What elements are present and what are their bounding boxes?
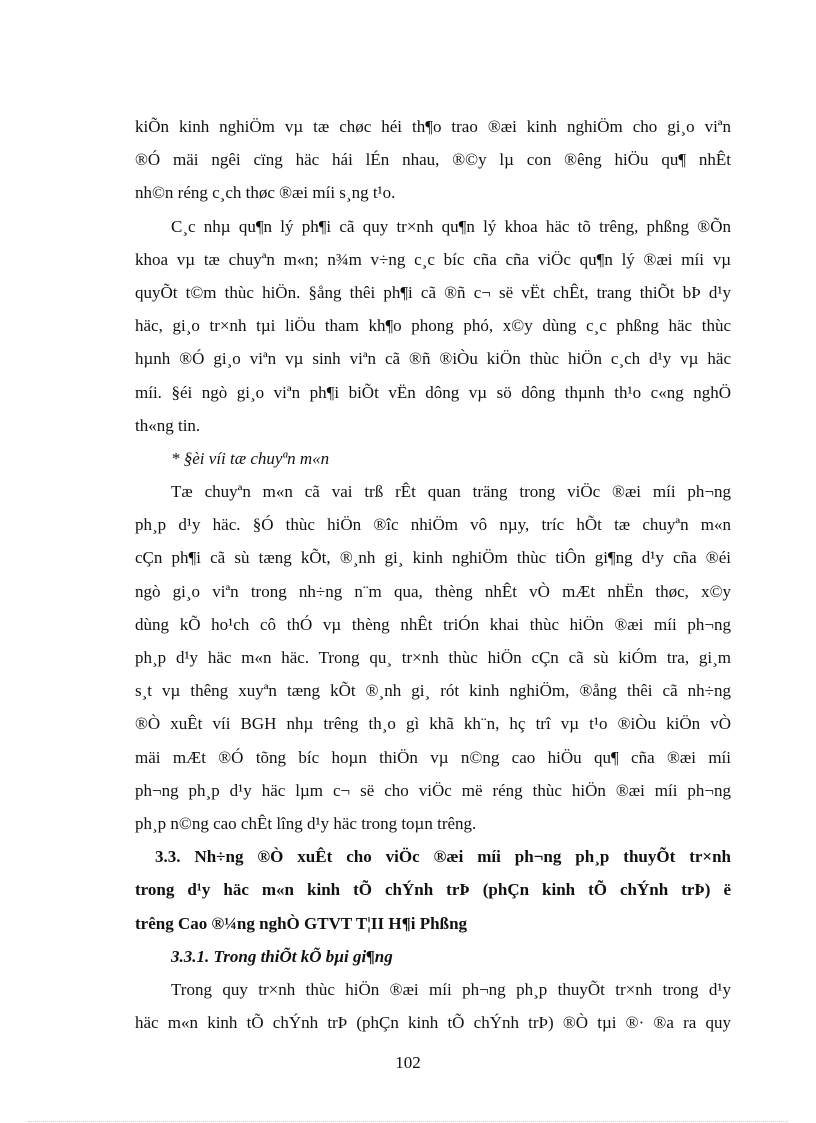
text-line: ph¸p n©ng cao chÊt lîng d¹y häc trong toµn trêng. <box>135 813 477 833</box>
text-line: ph¸p d¹y häc m«n häc. Trong qu¸ tr×nh thùc hiÖn cÇn cã sù kiÓm tra, gi¸m <box>135 648 731 667</box>
text-line: ph¬ng ph¸p d¹y häc lµm c¬ së cho viÖc më réng thùc hiÖn ®æi míi ph¬ng <box>135 780 731 800</box>
text-line: nh©n réng c¸ch thøc ®æi míi s¸ng t¹o. <box>135 183 396 203</box>
text-line: cÇn ph¶i cã sù tæng kÕt, ®¸nh gi¸ kinh nghiÖm thùc tiÔn gi¶ng d¹y cña ®éi <box>135 548 731 568</box>
page-bottom-divider <box>28 1121 788 1122</box>
text-line: mäi mÆt ®Ó tõng bíc hoµn thiÖn vµ n©ng cao hiÖu qu¶ cña ®æi míi <box>135 747 731 767</box>
text-line: häc, gi¸o tr×nh tµi liÖu tham kh¶o phong phó, x©y dùng c¸c phßng häc thùc <box>135 316 731 336</box>
section-heading-3-3: trêng Cao ®¼ng nghÒ GTVT T¦II H¶i Phßng <box>135 913 468 933</box>
text-line: th«ng tin. <box>135 415 201 435</box>
text-line: khoa vµ tæ chuyªn m«n; n¾m v÷ng c¸c bíc cña cña viÖc qu¶n lý ®æi míi vµ <box>135 249 731 269</box>
subsection-heading-3-3-1: 3.3.1. Trong thiÕt kÕ bµi gi¶ng <box>171 946 393 966</box>
body-text <box>135 110 731 1039</box>
text-line: hµnh ®Ó gi¸o viªn vµ sinh viªn cã ®ñ ®iÒu kiÖn thùc hiÖn c¸ch d¹y vµ häc <box>135 349 731 369</box>
text-line: ®Ò xuÊt víi BGH nhµ trêng th¸o gì khã kh¨n, hç trî vµ t¹o ®iÒu kiÖn vÒ <box>135 714 731 734</box>
text-line: ®Ó mäi ngêi cïng häc hái lÉn nhau, ®©y lµ con ®êng hiÖu qu¶ nhÊt <box>135 150 731 170</box>
text-line: ngò gi¸o viªn trong nh÷ng n¨m qua, thèng nhÊt vÒ mÆt nhËn thøc, x©y <box>135 581 731 601</box>
text-line: míi. §éi ngò gi¸o viªn ph¶i biÕt vËn dông vµ sö dông thµnh th¹o c«ng nghÖ <box>135 382 731 402</box>
text-line: ph¸p d¹y häc. §Ó thùc hiÖn ®îc nhiÖm vô nµy, tríc hÕt tæ chuyªn m«n <box>135 515 731 535</box>
section-heading-3-3: trong d¹y häc m«n kinh tÕ chÝnh trÞ (phÇn kinh tÕ chÝnh trÞ) ë <box>135 880 731 900</box>
text-line: Tæ chuyªn m«n cã vai trß rÊt quan träng trong viÖc ®æi míi ph¬ng <box>171 482 731 502</box>
text-line: quyÕt t©m thùc hiÖn. §ång thêi ph¶i cã ®ñ c¬ së vËt chÊt, trang thiÕt bÞ d¹y <box>135 282 731 302</box>
text-line: Trong quy tr×nh thùc hiÖn ®æi míi ph¬ng ph¸p thuyÕt tr×nh trong d¹y <box>171 979 731 999</box>
text-line: häc m«n kinh tÕ chÝnh trÞ (phÇn kinh tÕ chÝnh trÞ) ®Ò tµi ®· ®a ra quy <box>135 1013 731 1033</box>
subheading-tochuyenmon: * §èi víi tæ chuyªn m«n <box>171 448 330 468</box>
text-line: C¸c nhµ qu¶n lý ph¶i cã quy tr×nh qu¶n lý khoa häc tõ trêng, phßng ®Õn <box>171 216 731 236</box>
section-heading-3-3: 3.3. Nh÷ng ®Ò xuÊt cho viÖc ®æi míi ph¬ng ph¸p thuyÕt tr×nh <box>155 847 731 867</box>
page-number: 102 <box>395 1053 421 1072</box>
text-line: kiÕn kinh nghiÖm vµ tæ chøc héi th¶o trao ®æi kinh nghiÖm cho gi¸o viªn <box>135 117 731 136</box>
text-line: dùng kÕ ho¹ch cô thÓ vµ thèng nhÊt triÓn khai thùc hiÖn ®æi míi ph¬ng <box>135 614 731 634</box>
text-line: s¸t vµ thêng xuyªn tæng kÕt ®¸nh gi¸ rót kinh nghiÖm, ®ång thêi cã nh÷ng <box>135 681 731 701</box>
